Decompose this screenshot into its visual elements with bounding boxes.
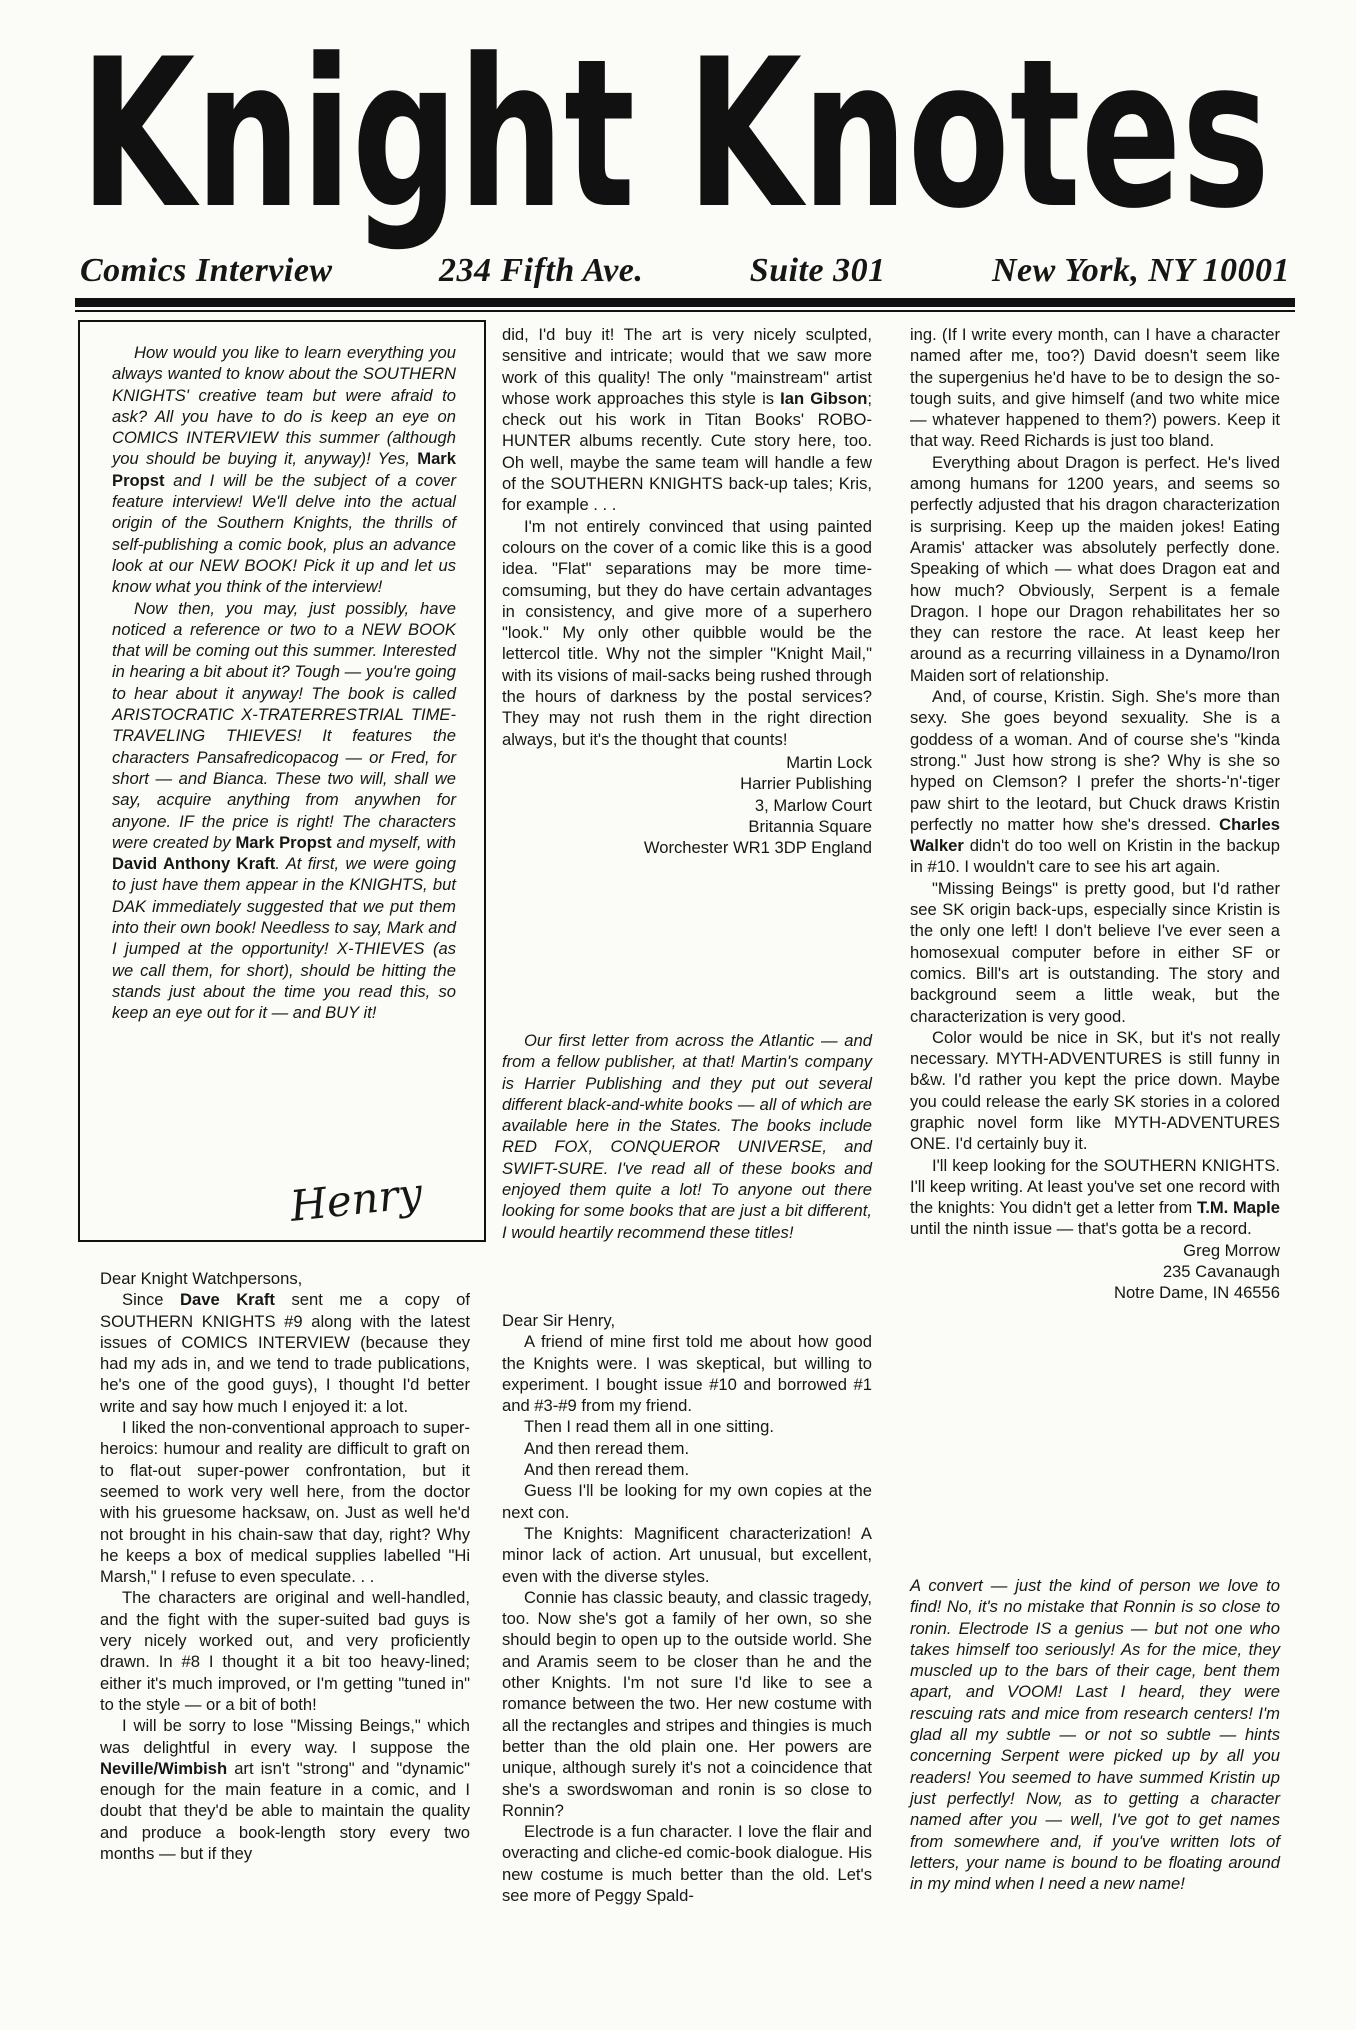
editorial-paragraph: Now then, you may, just possibly, have noticed a reference or two to a NEW BOOK that will be coming out this summer. Interested in hearing a bit about it? Tough — you're going to hear about it anyway! The book is called ARISTOCRATIC X-TRATERRESTRIAL TIME-TRAVELING THIEVES! It features the characters Pansafredicopacog — or Fred, for short — and Bianca. These two will, shall we say, acquire anything from anywhen for anyone. IF the price is right! The characters were created by Mark Propst and myself, with David Anthony Kraft. At first, we were going to just have them appear in the KNIGHTS, but DAK immediately suggested that we put them into their own book! Needless to say, Mark and I jumped at the opportunity! X-THIEVES (as we call them, for short), should be hitting the stands just about the time you read this, so keep an eye out for it — and BUY it! (112, 598, 457, 1023)
letter-paragraph: Electrode is a fun character. I love the flair and overacting and cliche-ed comic-book dialogue. His new costume is much better than the old. Let's see more of Peggy Spald- (502, 1822, 872, 1906)
letter-paragraph: And then reread them. (524, 1438, 690, 1458)
letter-paragraph: "Missing Beings" is pretty good, but I'd rather see SK origin back-ups, especially since Kristin is the only one left! I don't believe I've ever seen a homosexual computer before in either SF or comics. Bill's art is outstanding. The story and background seem a little weak, but the characterization is very good. (910, 878, 1280, 1026)
suite-number: Suite 301 (749, 252, 886, 289)
masthead-logo (80, 20, 1280, 250)
letter-paragraph: I'm not entirely convinced that using painted colours on the cover of a comic like this is a good idea. "Flat" separations may be more time-comsuming, but they do have certain advantages in consistency, and give more of a superhero "look." My only other quibble would be the lettercol title. Why not the simpler "Knight Mail," with its visions of mail-sacks being rushed through the hours of darkness by the postal services? They may not rush them in the right direction always, but it's the thought that counts! (502, 516, 872, 749)
letter-paragraph: A friend of mine first told me about how good the Knights were. I was skeptical, but willing to experiment. I bought issue #10 and borrowed #1 and #3-#9 from my friend. (502, 1332, 872, 1416)
sender-line: Britannia Square (748, 816, 872, 836)
letter-paragraph: I'll keep looking for the SOUTHERN KNIGHTS. I'll keep writing. At least you've set one record with the knights: You didn't get a letter from T.M. Maple until the ninth issue — that's gotta be a record. (910, 1155, 1280, 1239)
letter-1-part-2 (502, 324, 872, 858)
masthead-svg (80, 20, 1280, 250)
sender-line: 235 Cavanaugh (1162, 1262, 1280, 1282)
letter-paragraph: And then reread them. (524, 1460, 690, 1480)
letter-paragraph: I will be sorry to lose "Missing Beings," which was delightful in every way. I suppose the Neville/Wimbish art isn't "strong" and "dynamic" enough for the main feature in a comic, and I doubt that they'd be able to maintain the quality and produce a book-length story every two months — but if they (100, 1716, 470, 1864)
letter-paragraph: The Knights: Magnificent characterization! A minor lack of action. Art unusual, but excellent, even with the diverse styles. (502, 1523, 872, 1586)
editorial-text (112, 342, 456, 1024)
header-rule-thin (75, 310, 1295, 312)
reply-paragraph: A convert — just the kind of person we love to find! No, it's no mistake that Ronnin is so close to ronin. Electrode IS a genius — but not one who takes himself too seriously! As for the mice, they muscled up to the bars of their cage, bent them apart, and VOOM! Last I heard, they were rescuing rats and mice from research centers! I'm glad all my subtle — or not so subtle — hints concerning Serpent were picked up by all you readers! You seemed to have summed Kristin up just perfectly! Now, as to getting a character named after you — well, I've got to get names from somewhere and, if you've written lots of letters, your name is bound to be floating around in my mind when I need a new name! (910, 1576, 1280, 1894)
address-line (80, 252, 1290, 290)
signature: Henry (287, 1168, 425, 1231)
sender-line: Greg Morrow (1183, 1240, 1280, 1260)
sender-line: 3, Marlow Court (754, 795, 872, 815)
sender-line: Harrier Publishing (740, 774, 872, 794)
letter-paragraph: did, I'd buy it! The art is very nicely sculpted, sensitive and intricate; would that we saw more work of this quality! The only "mainstream" artist whose work approaches this style is Ian Gibson; check out his work in Titan Books' ROBO-HUNTER albums recently. Cute story here, too. Oh well, maybe the same team will handle a few of the SOUTHERN KNIGHTS back-up tales; Kris, for example . . . (502, 325, 872, 515)
street-address: 234 Fifth Ave. (439, 252, 644, 289)
reply-paragraph: Our first letter from across the Atlantic — and from a fellow publisher, at that! Martin's company is Harrier Publishing and they put out several different black-and-white books — all of which are available here in the States. The books include RED FOX, CONQUEROR UNIVERSE, and SWIFT-SURE. I've read all of these books and enjoyed them quite a lot! To anyone out there looking for some books that are just a bit different, I would heartily recommend these titles! (502, 1031, 872, 1242)
letter-salutation: Dear Knight Watchpersons, (100, 1269, 303, 1288)
letter-paragraph: Everything about Dragon is perfect. He's lived among humans for 1200 years, and seems so perfectly adjusted that his dragon characterization is surprising. Keep up the maiden jokes! Eating Aramis' attacker was absolutely perfectly done. Speaking of which — what does Dragon eat and how much? Obviously, Serpent is a female Dragon. I hope our Dragon rehabilitates her so they can restore the race. At least keep her around as a recurring villainess in a Dynamo/Iron Maiden sort of relationship. (910, 452, 1280, 685)
letter-paragraph: ing. (If I write every month, can I have a character named after me, too?) David doesn't seem like the supergenius he'd have to be to design the so-tough suits, and give himself (and two white mice — whatever happened to them?) powers. Keep it that way. Reed Richards is just too bland. (910, 325, 1280, 451)
letter-paragraph: Color would be nice in SK, but it's not really necessary. MYTH-ADVENTURES is still funny in b&w. I'd rather you kept the price down. Maybe you could release the early SK stories in a colored graphic novel form like MYTH-ADVENTURES ONE. I'd certainly buy it. (910, 1027, 1280, 1154)
letter-2-part-1 (502, 1310, 872, 1906)
letter-paragraph: I liked the non-conventional approach to super-heroics: humour and reality are difficult to graft on to flat-out super-power confrontation, but it seemed to work very well here, from the doctor with his gruesome hacksaw, on. Just as well he'd not brought in his chain-saw that day, right? Why he keeps a box of medical supplies labelled "Hi Marsh," I refuse to even speculate. . . (100, 1418, 470, 1587)
letter-salutation: Dear Sir Henry, (502, 1311, 616, 1330)
masthead-title: Knight Knotes (80, 20, 1270, 250)
editor-reply-1 (502, 1030, 872, 1243)
sender-line: Notre Dame, IN 46556 (1113, 1283, 1280, 1303)
header-rule-thick (75, 298, 1295, 307)
letter-1-sender (502, 752, 872, 858)
sender-line: Worchester WR1 3DP England (643, 838, 872, 858)
letter-paragraph: Since Dave Kraft sent me a copy of SOUTHERN KNIGHTS #9 along with the latest issues of COMICS INTERVIEW (because they had my ads in, and we tend to trade publications, he's one of the good guys), I thought I'd better write and say how much I enjoyed it: a lot. (100, 1290, 470, 1416)
publication-name: Comics Interview (80, 252, 333, 289)
letter-paragraph: The characters are original and well-handled, and the fight with the super-suited bad guys is very nicely worked out, and very proficiently drawn. In #8 I thought it a bit too heavy-lined; either it's much improved, or I'm getting "tuned in" to the style — or a bit of both! (100, 1588, 470, 1714)
letter-paragraph: Then I read them all in one sitting. (524, 1417, 774, 1437)
letter-1-part-1 (100, 1268, 470, 1864)
letter-paragraph: And, of course, Kristin. Sigh. She's more than sexy. She goes beyond sexuality. She is a goddess of a woman. And of course she's "kinda strong." Just how strong is she? Why is she so hyped on Clemson? I prefer the shorts-'n'-tiger paw shirt to the leotard, but Chuck draws Kristin perfectly no matter how she's dressed. Charles Walker didn't do too well on Kristin in the backup in #10. I wouldn't care to see his art again. (910, 687, 1280, 877)
city-state-zip: New York, NY 10001 (991, 252, 1290, 289)
letter-paragraph: Connie has classic beauty, and classic tragedy, too. Now she's got a family of her own, so she should begin to open up to the outside world. She and Aramis seem to be closer than he and the other Knights. I'm not sure I'd like to see a romance between the two. Her new costume with all the rectangles and stripes and thingies is much better than the old plain one. Her powers are unique, although surely it's not a coincidence that she's a swordswoman and ronin is so close to Ronnin? (502, 1587, 872, 1820)
letter-2-part-2 (910, 324, 1280, 1304)
letter-paragraph: Guess I'll be looking for my own copies at the next con. (502, 1481, 872, 1522)
sender-line: Martin Lock (786, 752, 872, 772)
editor-reply-2 (910, 1575, 1280, 1894)
editorial-paragraph: How would you like to learn everything you always wanted to know about the SOUTHERN KNIGHTS' creative team but were afraid to ask? All you have to do is keep an eye on COMICS INTERVIEW this summer (although you should be buying it, anyway)! Yes, Mark Propst and I will be the subject of a cover feature interview! We'll delve into the actual origin of the Southern Knights, the thrills of self-publishing a comic book, plus an advance look at our NEW BOOK! Pick it up and let us know what you think of the interview! (112, 343, 456, 597)
letter-2-sender (910, 1240, 1280, 1304)
